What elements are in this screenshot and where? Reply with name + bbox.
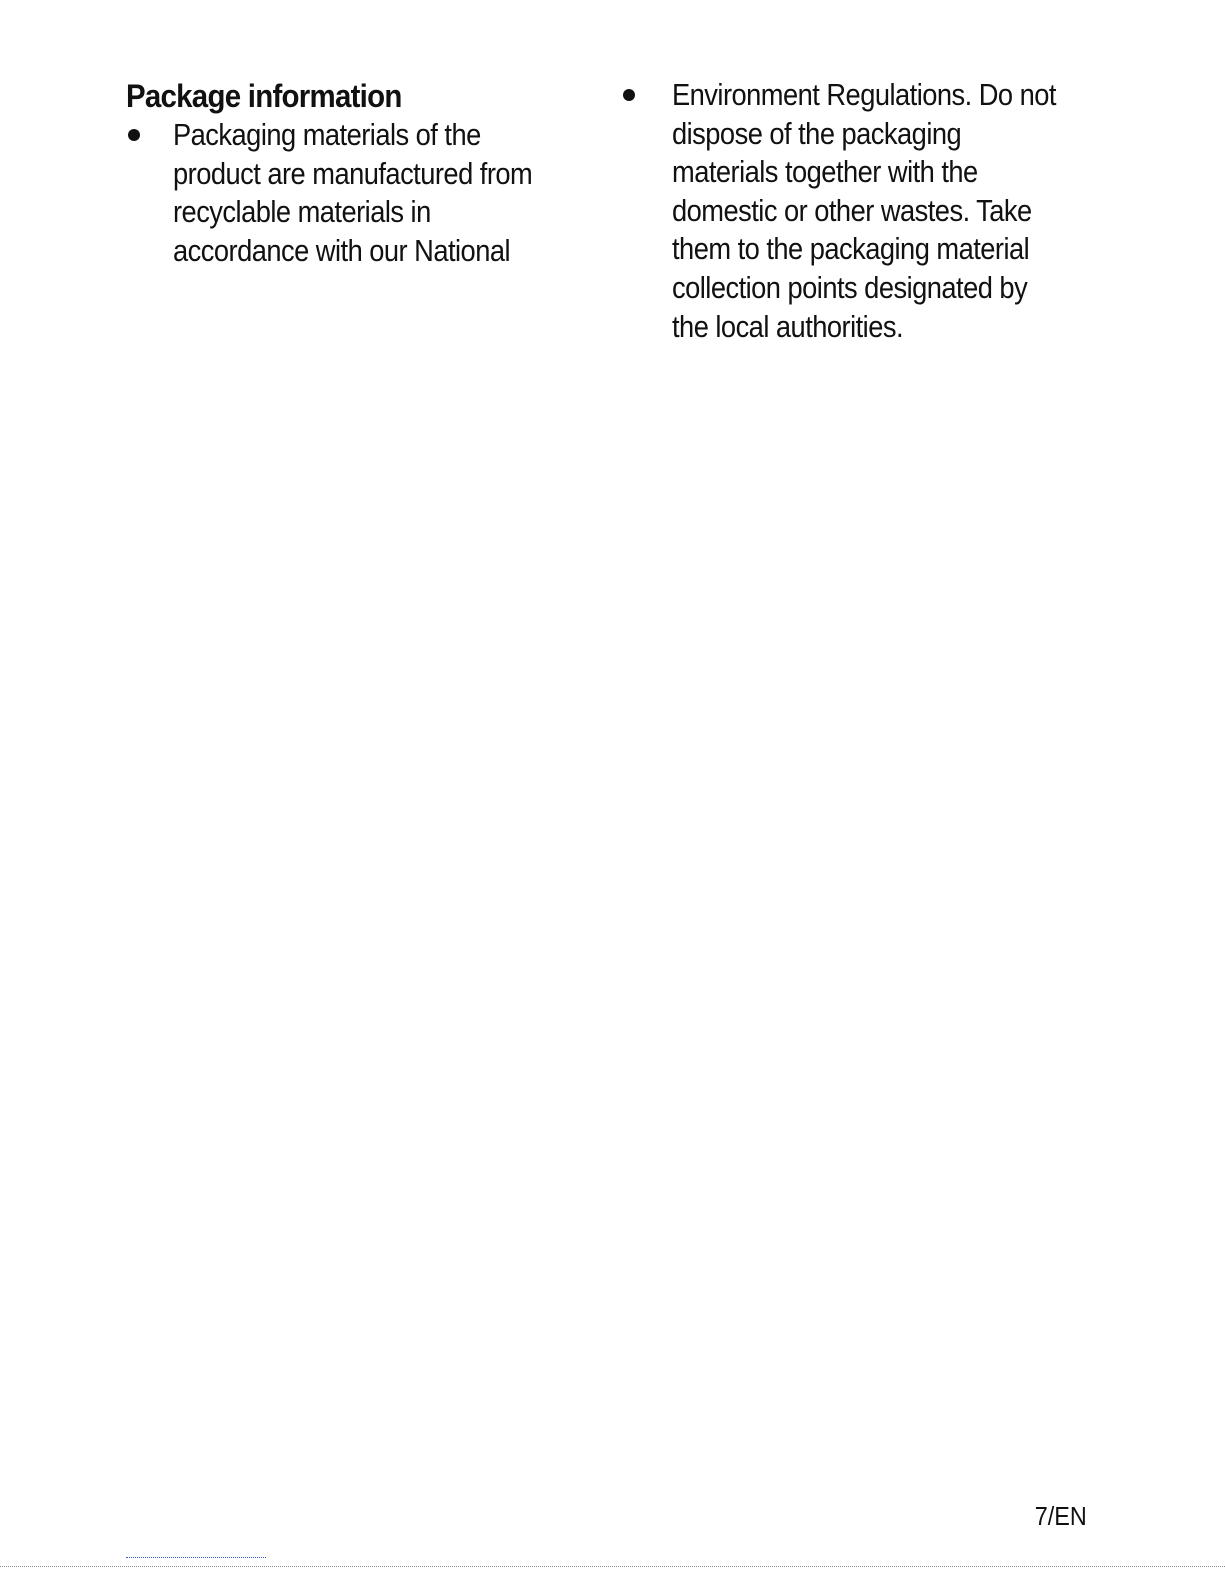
page-number: 7/EN bbox=[1034, 1501, 1087, 1531]
right-column bbox=[622, 76, 1092, 346]
left-column bbox=[126, 76, 576, 270]
footer-divider bbox=[126, 1557, 266, 1558]
page-bottom-edge bbox=[0, 1566, 1225, 1567]
bullet-icon bbox=[623, 89, 635, 101]
bullet-item bbox=[126, 116, 576, 270]
bullet-text: Packaging materials of the product are manufactured from recyclable materials in accordance with our National bbox=[173, 117, 533, 268]
section-heading: Package information bbox=[126, 78, 402, 114]
bullet-icon bbox=[128, 129, 140, 141]
bullet-text: Environment Regulations. Do not dispose of the packaging materials together with the domestic or other wastes. Take them to the packaging material collection points designated by the local authorities. bbox=[672, 77, 1056, 344]
bullet-item bbox=[622, 76, 1092, 346]
